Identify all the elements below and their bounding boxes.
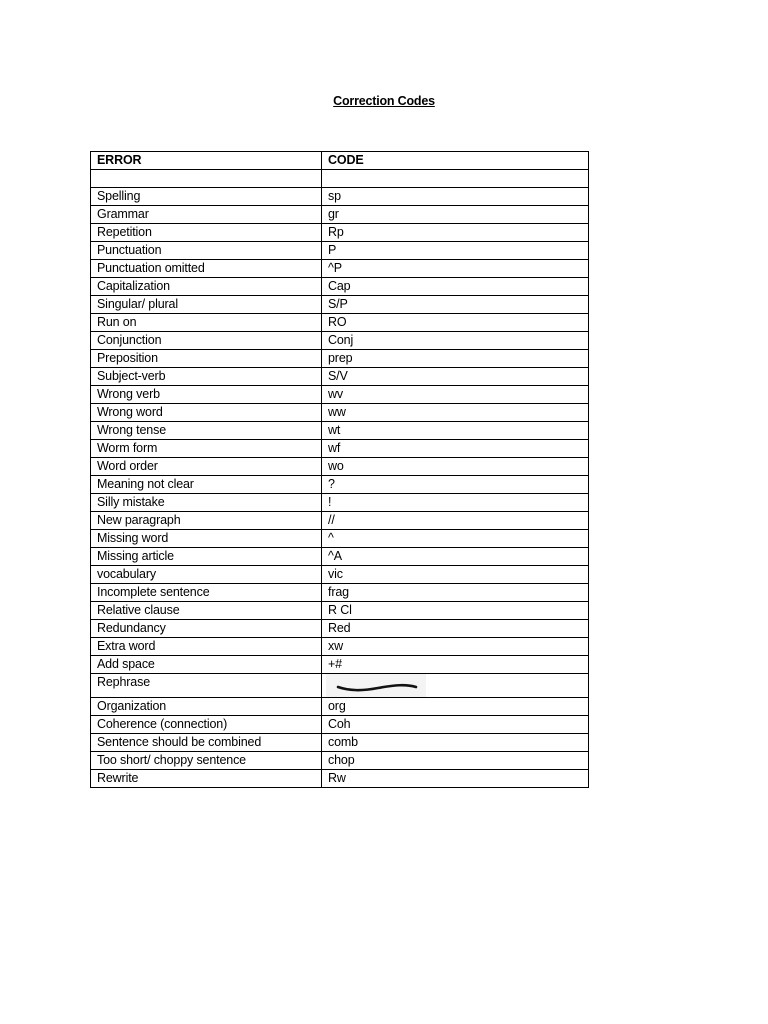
code-cell: sp <box>322 188 589 206</box>
table-row <box>91 566 589 584</box>
error-cell: New paragraph <box>91 512 322 530</box>
code-cell: ! <box>322 494 589 512</box>
code-cell: vic <box>322 566 589 584</box>
code-cell: wo <box>322 458 589 476</box>
column-header-error: ERROR <box>91 152 322 170</box>
table-row <box>91 698 589 716</box>
code-cell: xw <box>322 638 589 656</box>
table-row <box>91 422 589 440</box>
error-cell: Missing article <box>91 548 322 566</box>
error-cell: Preposition <box>91 350 322 368</box>
table-row <box>91 224 589 242</box>
error-cell: Run on <box>91 314 322 332</box>
error-cell: Subject-verb <box>91 368 322 386</box>
table-row <box>91 584 589 602</box>
error-cell: Sentence should be combined <box>91 734 322 752</box>
table-row <box>91 278 589 296</box>
error-cell: Wrong tense <box>91 422 322 440</box>
table-row <box>91 404 589 422</box>
table-row <box>91 188 589 206</box>
code-cell: frag <box>322 584 589 602</box>
table-body <box>91 170 589 788</box>
code-cell: S/V <box>322 368 589 386</box>
table-row <box>91 440 589 458</box>
error-cell: vocabulary <box>91 566 322 584</box>
table-row <box>91 476 589 494</box>
error-cell: Wrong word <box>91 404 322 422</box>
error-cell: Spelling <box>91 188 322 206</box>
code-cell: Rp <box>322 224 589 242</box>
code-cell: Red <box>322 620 589 638</box>
table-row <box>91 368 589 386</box>
code-cell: Coh <box>322 716 589 734</box>
code-cell: +# <box>322 656 589 674</box>
correction-codes-table <box>90 151 589 788</box>
table-row <box>91 206 589 224</box>
error-cell: Repetition <box>91 224 322 242</box>
code-cell: ^A <box>322 548 589 566</box>
table-row <box>91 638 589 656</box>
table-row <box>91 242 589 260</box>
error-cell: Grammar <box>91 206 322 224</box>
table-row <box>91 530 589 548</box>
table-row <box>91 674 589 698</box>
code-cell: prep <box>322 350 589 368</box>
error-cell: Extra word <box>91 638 322 656</box>
error-cell: Capitalization <box>91 278 322 296</box>
table-row <box>91 332 589 350</box>
code-cell: wf <box>322 440 589 458</box>
error-cell: Punctuation <box>91 242 322 260</box>
error-cell: Redundancy <box>91 620 322 638</box>
table-header-row <box>91 152 589 170</box>
table-row <box>91 260 589 278</box>
error-cell: Rewrite <box>91 770 322 788</box>
code-cell: Rw <box>322 770 589 788</box>
error-cell: Silly mistake <box>91 494 322 512</box>
column-header-code: CODE <box>322 152 589 170</box>
table-row <box>91 350 589 368</box>
table-row <box>91 170 589 188</box>
error-cell: Rephrase <box>91 674 322 698</box>
table-row <box>91 512 589 530</box>
code-cell: S/P <box>322 296 589 314</box>
code-cell: ^ <box>322 530 589 548</box>
code-cell: gr <box>322 206 589 224</box>
code-cell: org <box>322 698 589 716</box>
page-title: Correction Codes <box>333 94 435 108</box>
error-cell: Incomplete sentence <box>91 584 322 602</box>
code-cell: Cap <box>322 278 589 296</box>
table-row <box>91 386 589 404</box>
code-cell: wt <box>322 422 589 440</box>
table-row <box>91 314 589 332</box>
table-row <box>91 458 589 476</box>
table-row <box>91 716 589 734</box>
code-cell: wv <box>322 386 589 404</box>
code-cell <box>322 674 589 698</box>
table-row <box>91 296 589 314</box>
error-cell: Conjunction <box>91 332 322 350</box>
code-cell: ^P <box>322 260 589 278</box>
error-cell: Organization <box>91 698 322 716</box>
error-cell: Add space <box>91 656 322 674</box>
error-cell: Missing word <box>91 530 322 548</box>
code-cell: Conj <box>322 332 589 350</box>
table-row <box>91 752 589 770</box>
error-cell: Too short/ choppy sentence <box>91 752 322 770</box>
code-cell: // <box>322 512 589 530</box>
error-cell: Meaning not clear <box>91 476 322 494</box>
table-row <box>91 620 589 638</box>
table-row <box>91 770 589 788</box>
error-cell: Punctuation omitted <box>91 260 322 278</box>
error-cell: Singular/ plural <box>91 296 322 314</box>
code-cell: R Cl <box>322 602 589 620</box>
error-cell: Relative clause <box>91 602 322 620</box>
squiggle-line-icon <box>326 674 426 697</box>
code-cell: ww <box>322 404 589 422</box>
code-cell: comb <box>322 734 589 752</box>
code-cell: P <box>322 242 589 260</box>
code-cell: chop <box>322 752 589 770</box>
code-cell: ? <box>322 476 589 494</box>
code-cell <box>322 170 589 188</box>
table-row <box>91 656 589 674</box>
table-row <box>91 734 589 752</box>
error-cell <box>91 170 322 188</box>
error-cell: Wrong verb <box>91 386 322 404</box>
code-cell: RO <box>322 314 589 332</box>
error-cell: Coherence (connection) <box>91 716 322 734</box>
table-row <box>91 602 589 620</box>
error-cell: Worm form <box>91 440 322 458</box>
error-cell: Word order <box>91 458 322 476</box>
table-row <box>91 548 589 566</box>
table-row <box>91 494 589 512</box>
